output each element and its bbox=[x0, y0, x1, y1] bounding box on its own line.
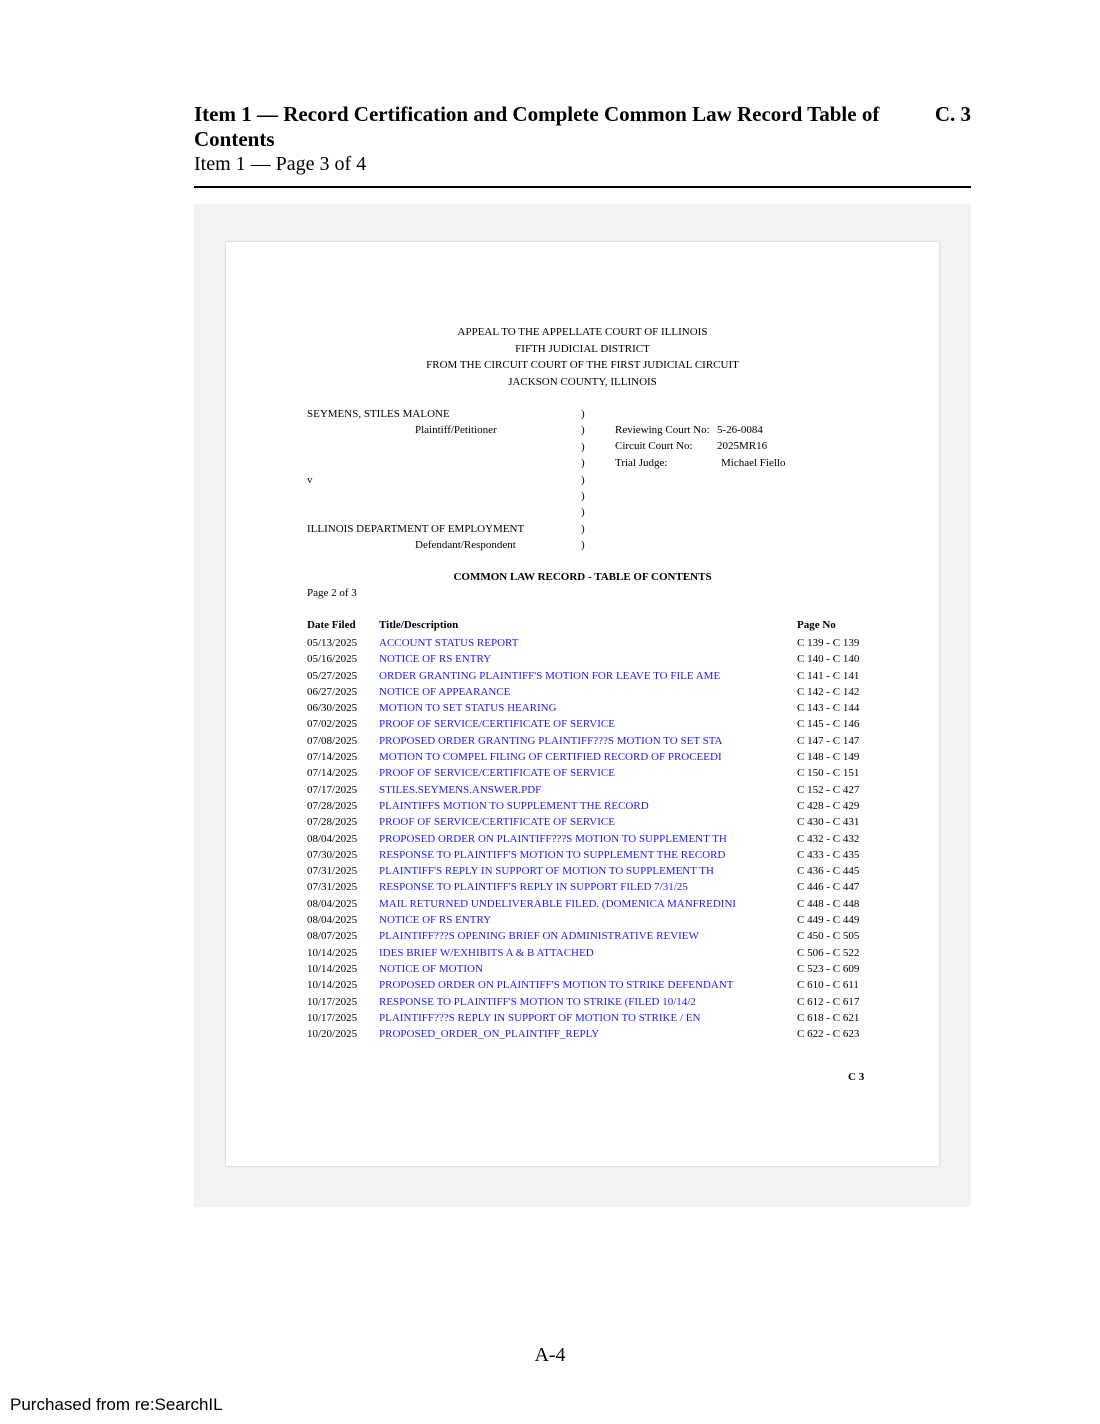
entry-title-link[interactable]: NOTICE OF APPEARANCE bbox=[379, 685, 511, 698]
caption-paren: ) bbox=[581, 440, 585, 453]
toc-row bbox=[307, 765, 887, 781]
toc-row bbox=[307, 961, 887, 977]
court-heading bbox=[226, 324, 939, 390]
column-header-date: Date Filed bbox=[307, 619, 356, 631]
page-header bbox=[194, 102, 971, 176]
entry-pages: C 446 - C 447 bbox=[797, 881, 860, 894]
toc-row bbox=[307, 733, 887, 749]
toc-row bbox=[307, 749, 887, 765]
entry-pages: C 145 - C 146 bbox=[797, 718, 860, 731]
defendant-name: ILLINOIS DEPARTMENT OF EMPLOYMENT bbox=[307, 522, 525, 535]
entry-title-link[interactable]: PROPOSED ORDER ON PLAINTIFF???S MOTION TO SUPPLEMENT TH bbox=[379, 832, 727, 845]
entry-title-link[interactable]: IDES BRIEF W/EXHIBITS A & B ATTACHED bbox=[379, 946, 594, 959]
toc-row bbox=[307, 928, 887, 944]
entry-title-link[interactable]: MAIL RETURNED UNDELIVERABLE FILED. (DOMENICA MANFREDINI bbox=[379, 897, 737, 910]
entry-pages: C 139 - C 139 bbox=[797, 637, 860, 649]
entry-pages: C 148 - C 149 bbox=[797, 751, 860, 764]
entry-date: 06/27/2025 bbox=[307, 685, 358, 698]
toc-row bbox=[307, 912, 887, 928]
toc-row bbox=[307, 782, 887, 798]
entry-pages: C 143 - C 144 bbox=[797, 702, 860, 715]
toc-row bbox=[307, 798, 887, 814]
trial-judge-label: Trial Judge: bbox=[615, 456, 668, 469]
entry-date: 10/20/2025 bbox=[307, 1028, 358, 1041]
entry-title-link[interactable]: RESPONSE TO PLAINTIFF'S MOTION TO STRIKE (FILED 10/14/2 bbox=[379, 995, 696, 1008]
toc-row bbox=[307, 879, 887, 895]
toc-row bbox=[307, 700, 887, 716]
document-sheet bbox=[226, 242, 939, 1166]
trial-judge-value: Michael Fiello bbox=[721, 456, 786, 469]
toc-row bbox=[307, 847, 887, 863]
toc-row bbox=[307, 1026, 887, 1042]
entry-date: 08/04/2025 bbox=[307, 832, 358, 845]
entry-date: 07/28/2025 bbox=[307, 816, 358, 829]
appendix-page-number: A-4 bbox=[534, 1344, 566, 1366]
entry-date: 05/16/2025 bbox=[307, 653, 358, 666]
entry-date: 10/17/2025 bbox=[307, 1011, 358, 1024]
toc-row bbox=[307, 668, 887, 684]
caption-paren: ) bbox=[581, 539, 585, 552]
court-heading-line: JACKSON COUNTY, ILLINOIS bbox=[508, 375, 657, 388]
entry-title-link[interactable]: STILES.SEYMENS.ANSWER.PDF bbox=[379, 783, 542, 796]
toc-row bbox=[307, 684, 887, 700]
trial-judge-row bbox=[615, 455, 875, 471]
record-page-ref: C. 3 bbox=[934, 102, 971, 126]
entry-pages: C 450 - C 505 bbox=[797, 930, 860, 943]
toc-row bbox=[307, 863, 887, 879]
caption-paren: ) bbox=[581, 457, 585, 470]
circuit-court-label: Circuit Court No: bbox=[615, 440, 693, 453]
reviewing-court-row bbox=[615, 422, 875, 438]
entry-pages: C 612 - C 617 bbox=[797, 995, 860, 1008]
toc-row bbox=[307, 814, 887, 830]
caption-parentheses bbox=[581, 406, 591, 554]
entry-date: 10/17/2025 bbox=[307, 995, 358, 1008]
entry-date: 07/31/2025 bbox=[307, 881, 358, 894]
entry-pages: C 506 - C 522 bbox=[797, 946, 860, 959]
entry-pages: C 142 - C 142 bbox=[797, 685, 860, 698]
entry-pages: C 523 - C 609 bbox=[797, 962, 860, 975]
reviewing-court-label: Reviewing Court No: bbox=[615, 424, 710, 436]
toc-row bbox=[307, 635, 887, 651]
toc-page-indicator: Page 2 of 3 bbox=[307, 587, 357, 599]
entry-date: 10/14/2025 bbox=[307, 946, 358, 959]
entry-pages: C 428 - C 429 bbox=[797, 799, 860, 812]
entry-title-link[interactable]: PROOF OF SERVICE/CERTIFICATE OF SERVICE bbox=[379, 718, 615, 731]
reviewing-court-value: 5-26-0084 bbox=[717, 424, 763, 436]
entry-date: 07/14/2025 bbox=[307, 767, 358, 780]
entry-date: 05/13/2025 bbox=[307, 637, 358, 649]
versus-label: v bbox=[307, 473, 313, 486]
entry-pages: C 610 - C 611 bbox=[797, 979, 859, 992]
entry-date: 07/14/2025 bbox=[307, 751, 358, 764]
entry-pages: C 432 - C 432 bbox=[797, 832, 860, 845]
item-subtitle: Item 1 — Page 3 of 4 bbox=[194, 153, 367, 175]
court-heading-line: APPEAL TO THE APPELLATE COURT OF ILLINOIS bbox=[457, 326, 708, 338]
entry-pages: C 152 - C 427 bbox=[797, 783, 860, 796]
entry-title-link[interactable]: PROPOSED_ORDER_ON_PLAINTIFF_REPLY bbox=[379, 1028, 600, 1041]
entry-title-link[interactable]: MOTION TO COMPEL FILING OF CERTIFIED RECORD OF PROCEEDI bbox=[379, 751, 722, 764]
caption-paren: ) bbox=[581, 473, 585, 486]
entry-title-link[interactable]: PLAINTIFF'S REPLY IN SUPPORT OF MOTION TO SUPPLEMENT TH bbox=[379, 865, 714, 878]
entry-pages: C 430 - C 431 bbox=[797, 816, 860, 829]
column-header-pages: Page No bbox=[797, 619, 836, 631]
entry-date: 07/08/2025 bbox=[307, 734, 358, 747]
entry-date: 07/30/2025 bbox=[307, 848, 358, 861]
plaintiff-role: Plaintiff/Petitioner bbox=[415, 424, 497, 437]
entry-title-link[interactable]: RESPONSE TO PLAINTIFF'S REPLY IN SUPPORT FILED 7/31/25 bbox=[379, 881, 688, 894]
entry-title-link[interactable]: MOTION TO SET STATUS HEARING bbox=[379, 702, 557, 715]
entry-pages: C 141 - C 141 bbox=[797, 669, 860, 682]
caption-paren: ) bbox=[581, 522, 585, 535]
caption-paren: ) bbox=[581, 408, 585, 420]
toc-row bbox=[307, 1010, 887, 1026]
case-numbers bbox=[615, 422, 875, 471]
entry-date: 10/14/2025 bbox=[307, 962, 358, 975]
case-caption-parties bbox=[307, 406, 577, 554]
toc-title: COMMON LAW RECORD - TABLE OF CONTENTS bbox=[453, 571, 712, 583]
entry-pages: C 433 - C 435 bbox=[797, 848, 860, 861]
toc-row bbox=[307, 994, 887, 1010]
entry-pages: C 448 - C 448 bbox=[797, 897, 860, 910]
entry-pages: C 140 - C 140 bbox=[797, 653, 860, 666]
entry-pages: C 436 - C 445 bbox=[797, 865, 860, 878]
entry-title-link[interactable]: NOTICE OF RS ENTRY bbox=[379, 914, 492, 927]
toc-entries bbox=[307, 635, 887, 1042]
circuit-court-row bbox=[615, 438, 875, 454]
court-heading-line: FIFTH JUDICIAL DISTRICT bbox=[515, 342, 650, 355]
entry-pages: C 449 - C 449 bbox=[797, 914, 860, 927]
entry-pages: C 147 - C 147 bbox=[797, 734, 860, 747]
toc-row bbox=[307, 945, 887, 961]
entry-title-link[interactable]: PLAINTIFF???S OPENING BRIEF ON ADMINISTRATIVE REVIEW bbox=[379, 930, 699, 943]
entry-date: 10/14/2025 bbox=[307, 979, 358, 992]
item-title: Item 1 — Record Certification and Complete Common Law Record Table of Contents bbox=[194, 102, 880, 151]
column-header-title: Title/Description bbox=[379, 619, 459, 631]
caption-paren: ) bbox=[581, 490, 585, 503]
entry-pages: C 618 - C 621 bbox=[797, 1011, 860, 1024]
entry-title-link[interactable]: RESPONSE TO PLAINTIFF'S MOTION TO SUPPLEMENT THE RECORD bbox=[379, 848, 726, 861]
sheet-page-label: C 3 bbox=[848, 1071, 865, 1083]
entry-pages: C 622 - C 623 bbox=[797, 1028, 860, 1041]
entry-title-link[interactable]: PLAINTIFF???S REPLY IN SUPPORT OF MOTION TO STRIKE / EN bbox=[379, 1011, 701, 1024]
toc-row bbox=[307, 831, 887, 847]
entry-title-link[interactable]: PROOF OF SERVICE/CERTIFICATE OF SERVICE bbox=[379, 816, 615, 829]
entry-date: 05/27/2025 bbox=[307, 669, 358, 682]
entry-date: 07/02/2025 bbox=[307, 718, 358, 731]
caption-paren: ) bbox=[581, 506, 585, 519]
entry-date: 08/04/2025 bbox=[307, 897, 358, 910]
entry-title-link[interactable]: NOTICE OF RS ENTRY bbox=[379, 653, 492, 666]
toc-row bbox=[307, 977, 887, 993]
plaintiff-name: SEYMENS, STILES MALONE bbox=[307, 408, 450, 420]
entry-title-link[interactable]: PLAINTIFFS MOTION TO SUPPLEMENT THE RECORD bbox=[379, 799, 649, 812]
entry-title-link[interactable]: ORDER GRANTING PLAINTIFF'S MOTION FOR LEAVE TO FILE AME bbox=[379, 669, 721, 682]
entry-title-link[interactable]: PROPOSED ORDER GRANTING PLAINTIFF???S MOTION TO SET STA bbox=[379, 734, 723, 747]
entry-date: 07/28/2025 bbox=[307, 799, 358, 812]
entry-date: 07/17/2025 bbox=[307, 783, 358, 796]
caption-paren: ) bbox=[581, 424, 585, 437]
entry-title-link[interactable]: ACCOUNT STATUS REPORT bbox=[379, 637, 519, 649]
toc-row bbox=[307, 716, 887, 732]
header-divider bbox=[194, 186, 971, 188]
entry-date: 06/30/2025 bbox=[307, 702, 358, 715]
entry-date: 08/07/2025 bbox=[307, 930, 358, 943]
entry-title-link[interactable]: PROOF OF SERVICE/CERTIFICATE OF SERVICE bbox=[379, 767, 615, 780]
toc-row bbox=[307, 651, 887, 667]
court-heading-line: FROM THE CIRCUIT COURT OF THE FIRST JUDICIAL CIRCUIT bbox=[426, 359, 739, 371]
entry-date: 07/31/2025 bbox=[307, 865, 358, 878]
entry-pages: C 150 - C 151 bbox=[797, 767, 860, 780]
purchase-note: Purchased from re:SearchIL bbox=[10, 1395, 223, 1414]
defendant-role: Defendant/Respondent bbox=[415, 539, 516, 552]
entry-title-link[interactable]: NOTICE OF MOTION bbox=[379, 962, 483, 975]
entry-title-link[interactable]: PROPOSED ORDER ON PLAINTIFF'S MOTION TO STRIKE DEFENDANT bbox=[379, 979, 734, 992]
circuit-court-value: 2025MR16 bbox=[717, 440, 768, 453]
toc-row bbox=[307, 896, 887, 912]
entry-date: 08/04/2025 bbox=[307, 914, 358, 927]
